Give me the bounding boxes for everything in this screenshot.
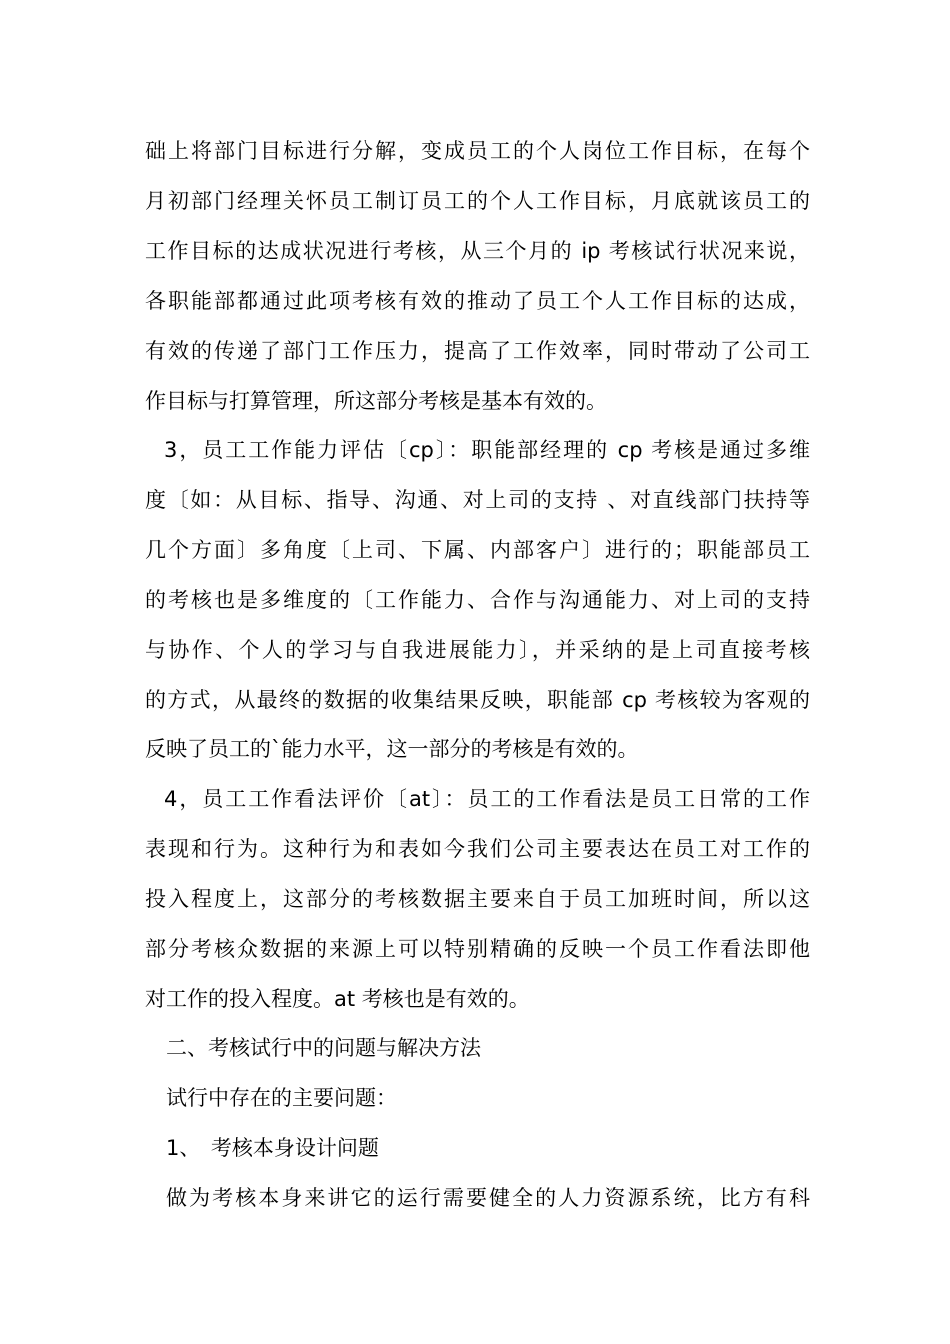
paragraph-line-4: 各职能部都通过此项考核有效的推动了员工个人工作目标的达成，: [145, 289, 810, 313]
section-heading: 二、考核试行中的问题与解决方法: [166, 1036, 481, 1060]
paragraph-line-17: 部分考核众数据的来源上可以特别精确的反映一个员工作看法即他: [145, 937, 810, 961]
paragraph-line-5: 有效的传递了部门工作压力，提高了工作效率，同时带动了公司工: [145, 339, 810, 363]
paragraph-line-2: 月初部门经理关怀员工制订员工的个人工作目标，月底就该员工的: [145, 189, 810, 213]
paragraph-line-18: 对工作的投入程度。at 考核也是有效的。: [145, 987, 530, 1011]
subsection-intro: 试行中存在的主要问题：: [166, 1086, 397, 1110]
paragraph-line-22: 做为考核本身来讲它的运行需要健全的人力资源系统，比方有科: [166, 1186, 810, 1210]
paragraph-line-7: 3，员工工作能力评估〔cp〕：职能部经理的 cp 考核是通过多维: [164, 438, 810, 462]
paragraph-line-15: 表现和行为。这种行为和表如今我们公司主要表达在员工对工作的: [145, 837, 810, 861]
paragraph-line-11: 与协作、个人的学习与自我进展能力〕，并采纳的是上司直接考核: [145, 638, 810, 662]
paragraph-line-12: 的方式，从最终的数据的收集结果反映，职能部 cp 考核较为客观的: [145, 688, 810, 712]
paragraph-line-16: 投入程度上，这部分的考核数据主要来自于员工加班时间，所以这: [145, 887, 810, 911]
paragraph-line-14: 4，员工工作看法评价〔at〕：员工的工作看法是员工日常的工作: [164, 787, 810, 811]
paragraph-line-1: 础上将部门目标进行分解，变成员工的个人岗位工作目标，在每个: [145, 139, 810, 163]
paragraph-line-13: 反映了员工的`能力水平，这一部分的考核是有效的。: [145, 737, 639, 761]
paragraph-line-3: 工作目标的达成状况进行考核，从三个月的 ip 考核试行状况来说，: [145, 239, 810, 263]
paragraph-line-6: 作目标与打算管理，所这部分考核是基本有效的。: [145, 389, 607, 413]
paragraph-line-9: 几个方面〕多角度〔上司、下属、内部客户〕进行的；职能部员工: [145, 538, 810, 562]
paragraph-line-10: 的考核也是多维度的〔工作能力、合作与沟通能力、对上司的支持: [145, 588, 810, 612]
paragraph-line-8: 度〔如：从目标、指导、沟通、对上司的支持 、对直线部门扶持等: [145, 488, 810, 512]
numbered-heading: 1、 考核本身设计问题: [166, 1136, 379, 1160]
